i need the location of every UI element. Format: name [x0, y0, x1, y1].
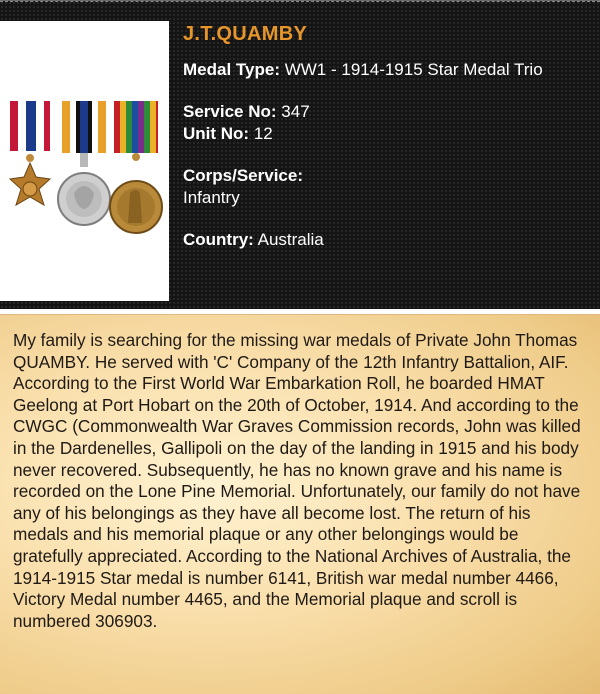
victory-ribbon: [114, 101, 158, 153]
unit-no-row: [183, 123, 588, 145]
story-panel: [0, 314, 600, 694]
unit-no-label: Unit No:: [183, 124, 250, 143]
country-row: [183, 229, 588, 251]
corps-value: Infantry: [183, 188, 240, 207]
soldier-name: J.T.QUAMBY: [183, 23, 308, 45]
medal-type-label: Medal Type:: [183, 60, 280, 79]
medal-photo: [0, 21, 169, 301]
medal-type-row: [183, 59, 588, 81]
story-text: My family is searching for the missing war medals of Private John Thomas QUAMBY. He served with 'C' Company of the 12th Infantry Battalion, AIF. According to the First World War Embarkation Roll, he boarded HMAT Geelong at Port Hobart on the 20th of October, 1914. And according to the CWGC (Commonwealth War Graves Commission records, John was killed in the Dardenelles, Gallipoli on the day of the landing in 1915 and his body never recovered. Subsequently, he has no known grave and his name is recorded on the Lone Pine Memorial. Unfortunately, our family do not have any of his belongings as they have all become lost. The return of his medals and his memorial plaque or any other belongings would be gratefully appreciated. According to the National Archives of Australia, the 1914-1915 Star medal is number 6141, British war medal number 4466, Victory Medal number 4465, and the Memorial plaque and scroll is numbered 306903.: [13, 330, 581, 631]
service-no-label: Service No:: [183, 102, 277, 121]
war-medal: [58, 153, 110, 225]
medal-trio-image: [0, 21, 169, 301]
war-medal-ribbon: [62, 101, 106, 153]
service-no-value: 347: [281, 102, 310, 121]
record-details: [183, 21, 588, 251]
record-header: [0, 0, 600, 309]
star-ribbon: [10, 101, 50, 151]
star-medal: [10, 154, 50, 205]
victory-medal: [110, 153, 162, 233]
service-no-row: [183, 101, 588, 123]
country-value: Australia: [257, 230, 324, 249]
country-label: Country:: [183, 230, 254, 249]
corps-row: [183, 165, 588, 209]
unit-no-value: 12: [253, 124, 273, 143]
corps-label: Corps/Service:: [183, 166, 303, 185]
medal-type-value: WW1 - 1914-1915 Star Medal Trio: [284, 60, 543, 79]
